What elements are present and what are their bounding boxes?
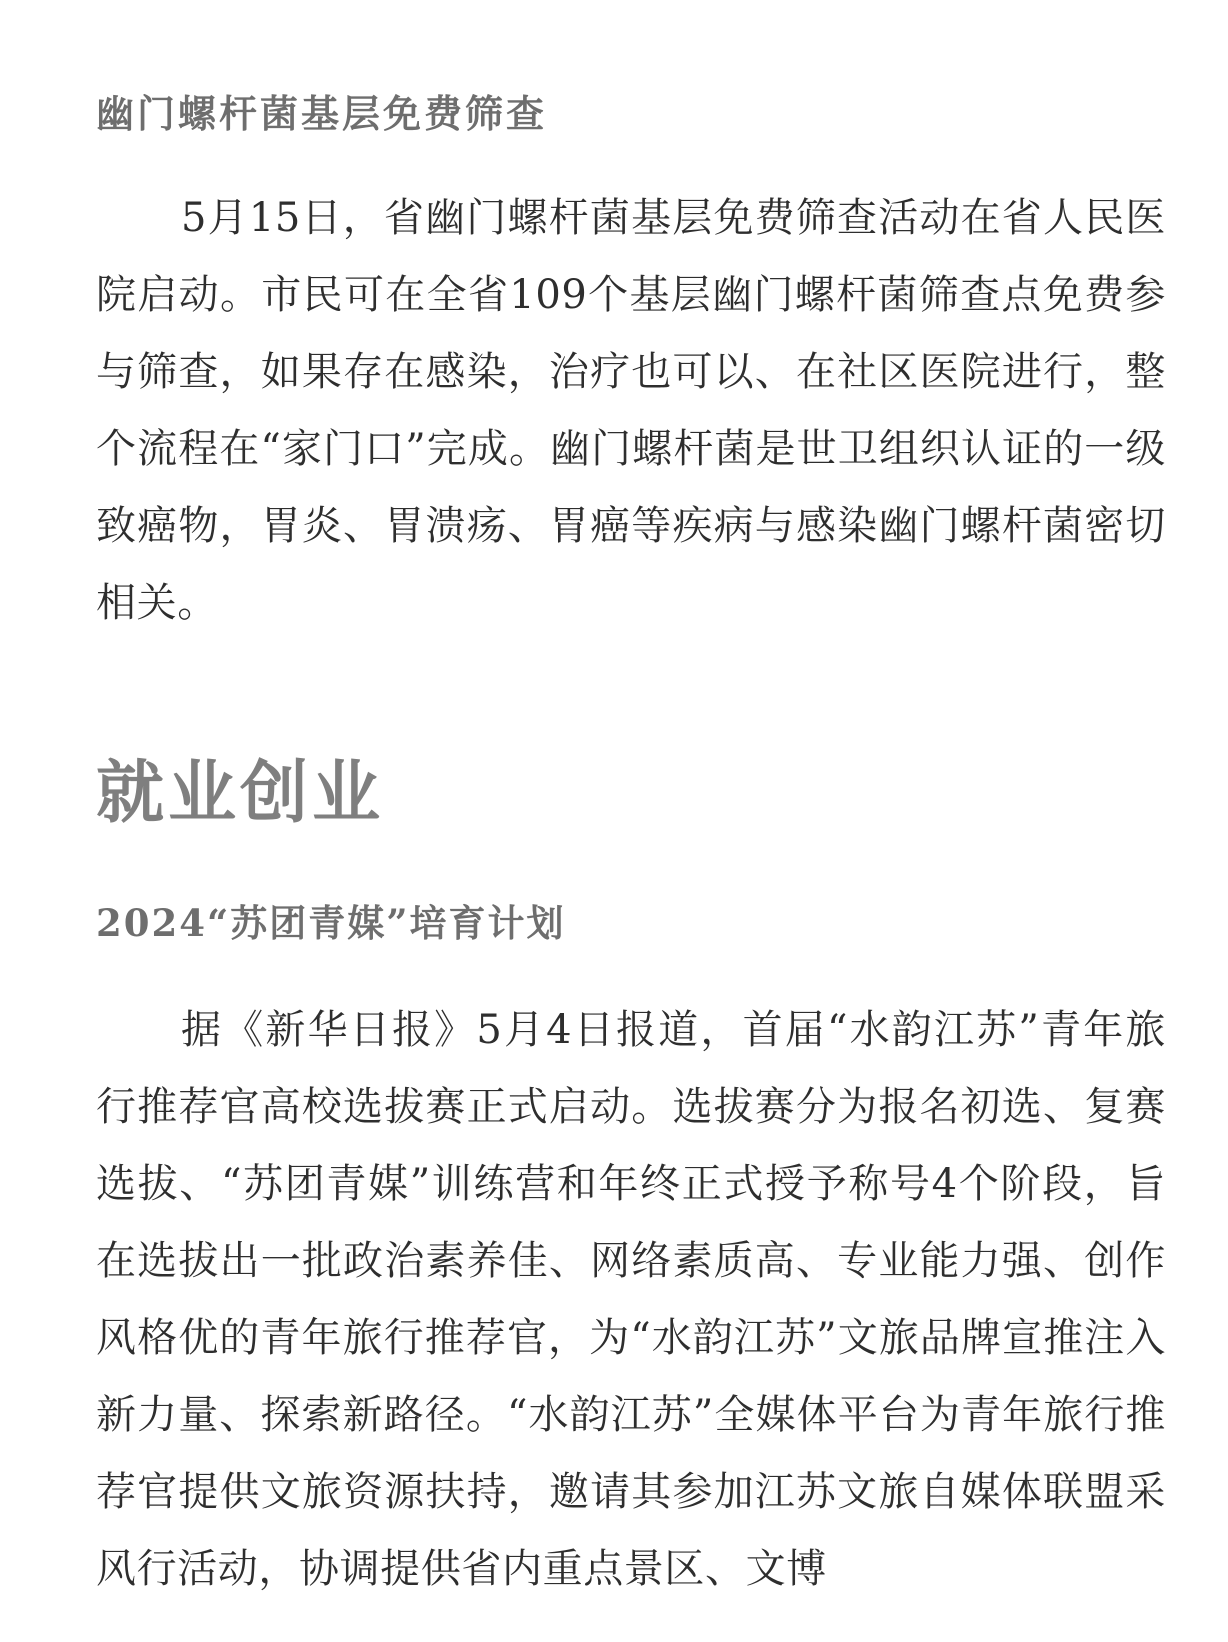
document-page: [96, 0, 1166, 1642]
article-heading-sutuan-qingmei: 2024“苏团青媒”培育计划: [96, 901, 566, 945]
article-heading-helicobacter-screening: 幽门螺杆菌基层免费筛查: [96, 91, 548, 136]
article-body-helicobacter-screening: 5月15日，省幽门螺杆菌基层免费筛查活动在省人民医院启动。市民可在全省109个基层幽门螺杆菌筛查点免费参与筛查，如果存在感染，治疗也可以、在社区医院进行，整个流程在“家门口”完成。幽门螺杆菌是世卫组织认证的一级致癌物，胃炎、胃溃疡、胃癌等疾病与感染幽门螺杆菌密切相关。: [96, 195, 1166, 626]
article-body-sutuan-qingmei: 据《新华日报》5月4日报道，首届“水韵江苏”青年旅行推荐官高校选拔赛正式启动。选拔赛分为报名初选、复赛选拔、“苏团青媒”训练营和年终正式授予称号4个阶段，旨在选拔出一批政治素养佳、网络素质高、专业能力强、创作风格优的青年旅行推荐官，为“水韵江苏”文旅品牌宣推注入新力量、探索新路径。“水韵江苏”全媒体平台为青年旅行推荐官提供文旅资源扶持，邀请其参加江苏文旅自媒体联盟采风行活动，协调提供省内重点景区、文博: [96, 1007, 1166, 1592]
section-title-employment: 就业创业: [96, 754, 385, 833]
